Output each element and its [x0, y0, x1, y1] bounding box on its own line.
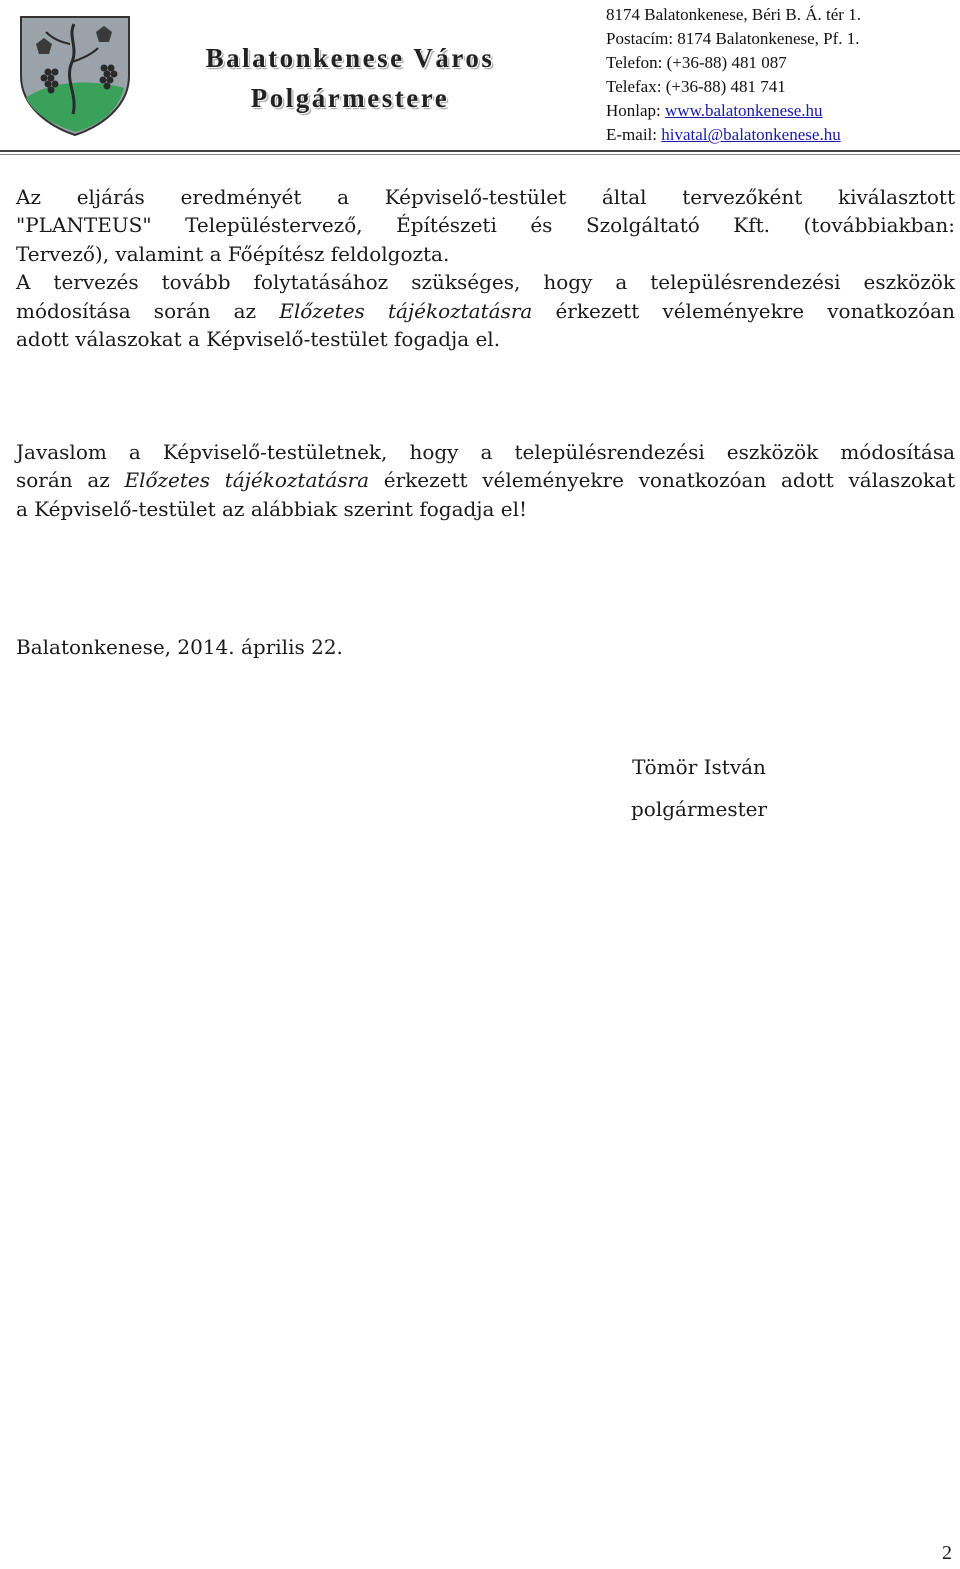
- signatory-name: Tömör István: [632, 755, 766, 779]
- paragraph-1-line-5: [16, 297, 955, 325]
- website-label: Honlap:: [606, 101, 666, 121]
- document-date: Balatonkenese, 2014. április 22.: [16, 635, 343, 659]
- org-name-line2: Polgármestere: [250, 83, 450, 113]
- fax: Telefax: (+36-88) 481 741: [606, 77, 786, 97]
- emphasis-text: Előzetes tájékoztatásra: [279, 298, 533, 323]
- org-name-line1: Balatonkenese Város: [205, 43, 495, 73]
- paragraph-2-line-1: Javaslom a Képviselő-testületnek, hogy a településrendezési eszközök módosítása: [16, 440, 955, 464]
- text-segment: során az: [16, 468, 125, 493]
- header-divider: [0, 150, 960, 152]
- organization-name: [140, 38, 560, 118]
- paragraph-2: [16, 438, 955, 523]
- email-link[interactable]: hivatal@balatonkenese.hu: [661, 125, 841, 145]
- phone: Telefon: (+36-88) 481 087: [606, 53, 787, 73]
- paragraph-1-line-3: Tervező), valamint a Főépítész feldolgozta.: [16, 241, 450, 266]
- text-segment: érkezett véleményekre vonatkozóan adott válaszokat: [369, 468, 955, 493]
- website-row: [606, 99, 861, 123]
- contact-block: [606, 3, 861, 148]
- email-row: [606, 123, 861, 147]
- address: 8174 Balatonkenese, Béri B. Á. tér 1.: [606, 5, 861, 24]
- paragraph-2-line-3: a Képviselő-testület az alábbiak szerint fogadja el!: [16, 496, 528, 521]
- paragraph-1: [16, 183, 955, 353]
- signatory-title: polgármester: [630, 797, 768, 821]
- text-segment: módosítása során az: [16, 298, 280, 323]
- paragraph-2-line-2: [16, 466, 955, 494]
- emphasis-text: Előzetes tájékoztatásra: [124, 468, 370, 493]
- paragraph-1-line-6: adott válaszokat a Képviselő-testület fogadja el.: [16, 327, 501, 352]
- text-segment: érkezett véleményekre vonatkozóan: [532, 298, 955, 323]
- paragraph-1-line-1: Az eljárás eredményét a Képviselő-testület által tervezőként kiválasztott: [16, 185, 955, 209]
- paragraph-1-line-2: "PLANTEUS" Településtervező, Építészeti és Szolgáltató Kft. (továbbiakban:: [16, 213, 955, 238]
- page-number: 2: [942, 1542, 952, 1564]
- header-divider-thin: [0, 154, 960, 155]
- website-link[interactable]: www.balatonkenese.hu: [665, 101, 823, 121]
- coat-of-arms-logo: [18, 14, 132, 138]
- postal-address: Postacím: 8174 Balatonkenese, Pf. 1.: [606, 29, 860, 49]
- paragraph-1-line-4: A tervezés tovább folytatásához szükséges, hogy a településrendezési eszközök: [16, 270, 955, 295]
- email-label: E-mail:: [606, 125, 662, 145]
- signature-block: [604, 746, 794, 830]
